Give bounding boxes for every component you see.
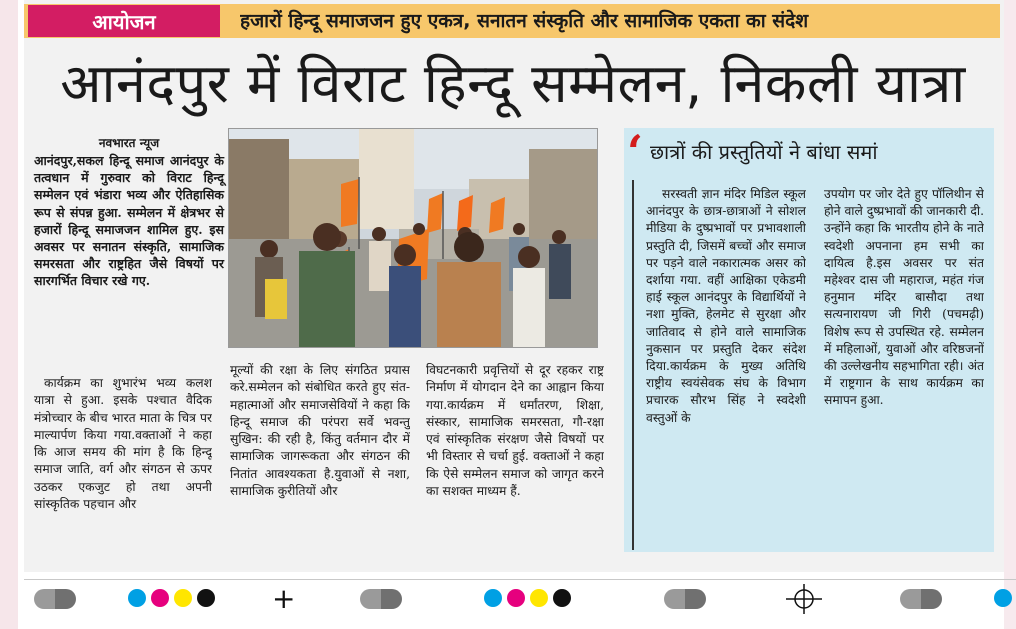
body-column-3: विघटनकारी प्रवृत्तियों से दूर रहकर राष्ट्र निर्माण में योगदान देने का आह्वान किया गया.कार्यक्रम में धर्मांतरण, शिक्षा, संस्कार, सामाजिक समरसता, गौ-रक्षा एवं सांस्कृतिक संरक्षण जैसे विषयों पर भी विस्तार से चर्चा हुई. वक्ताओं ने कहा कि ऐसे सम्मेलन समाज को जागृत करने का सशक्त माध्यम हैं. (426, 363, 604, 499)
target-crosshair-icon (786, 584, 822, 614)
sidebar-column-2: उपयोग पर जोर देते हुए पॉलिथीन से होने वाले दुष्प्रभावों की जानकारी दी. उन्होंने कहा कि भारतीय होने के नाते स्वदेशी अपनाना हम सभी का दायित्व है.इस अवसर पर संत महेश्वर दास जी महाराज, महंत गंज हनुमान मंदिर बासौदा तथा सत्यनारायण जी गिरी (पचमढ़ी) विशेष रूप से उपस्थित रहे. सम्मेलन में महिलाओं, युवाओं और वरिष्ठजनों की उल्लेखनीय सहभागिता रही। अंत में राष्ट्रगान के साथ कार्यक्रम का समापन हुआ. (824, 187, 984, 408)
registration-pill-4 (900, 589, 942, 609)
quote-mark-icon: ‘ (627, 125, 644, 179)
byline: नवभारत न्यूज (98, 136, 160, 150)
registration-pill-2 (360, 589, 402, 609)
magenta-dot (507, 589, 525, 607)
black-dot (197, 589, 215, 607)
yellow-dot (530, 589, 548, 607)
registration-pill-3 (664, 589, 706, 609)
cyan-dot (128, 589, 146, 607)
cyan-dot (484, 589, 502, 607)
color-registration-dots-1 (128, 589, 220, 607)
yellow-dot (174, 589, 192, 607)
page-edge-left (0, 0, 18, 629)
intro-paragraph: आनंदपुर,सकल हिन्दू समाज आनंदपुर के तत्वधान में गुरुवार को विराट हिन्दू सम्मेलन एवं भंडारा भव्य और ऐतिहासिक रूप से संपन्न हुआ. सम्मेलन में क्षेत्रभर से हजारों हिन्दू समाजजन शामिल हुए. इस अवसर पर सनातन संस्कृति, सामाजिक समरसता और राष्ट्रहित जैसे विषयों पर सारगर्भित विचार रखे गए. (34, 153, 224, 289)
body-column-2: मूल्यों की रक्षा के लिए संगठित प्रयास करे.सम्मेलन को संबोधित करते हुए संत-महात्माओं और समाजसेवियों ने कहा कि हिन्दू समाज की परंपरा सर्वे भवन्तु सुखिन: की रही है, किंतु वर्तमान दौर में सामाजिक जागरूकता और संगठन की नितांत आवश्यकता है.युवाओं से नशा, सामाजिक कुरीतियों और (230, 363, 410, 499)
registration-pill-1 (34, 589, 76, 609)
sidebar-column-1: सरस्वती ज्ञान मंदिर मिडिल स्कूल आनंदपुर के छात्र-छात्राओं ने सोशल मीडिया के दुष्प्रभावों पर प्रभावशाली प्रस्तुति दी, जिसमें बच्चों और समाज पर पड़ने वाले नकारात्मक असर को दर्शाया गया. वहीं आक्षिका एकेडमी हाई स्कूल आनंदपुर के विद्यार्थियों ने नशा मुक्ति, हेलमेट से सुरक्षा और जातिवाद से होने वाले सामाजिक नुकसान पर प्रस्तुति देकर संदेश दिया.कार्यक्रम के मुख्य अतिथि राष्ट्रीय स्वयंसेवक संघ के विभाग प्रचारक सौरभ सिंह ने स्वदेशी वस्तुओं के (646, 187, 806, 425)
sidebar-title: छात्रों की प्रस्तुतियों ने बांधा समां (650, 140, 878, 164)
cyan-dot-edge (994, 589, 1012, 607)
registration-rule (24, 579, 1016, 580)
kicker-line: हजारों हिन्दू समाजजन हुए एकत्र, सनातन संस्कृति और सामाजिक एकता का संदेश (240, 10, 809, 32)
headline: आनंदपुर में विराट हिन्दू सम्मेलन, निकली यात्रा (60, 52, 966, 115)
body-column-1: कार्यक्रम का शुभारंभ भव्य कलश यात्रा से हुआ. इसके पश्चात वैदिक मंत्रोच्चार के बीच भारत माता के चित्र पर माल्यार्पण किया गया.वक्ताओं ने कहा कि आज समय की मांग है कि हिन्दू समाज जाति, वर्ग और संगठन से ऊपर उठकर एकजुट हो तथा अपनी सांस्कृतिक पहचान और (34, 376, 212, 512)
black-dot (553, 589, 571, 607)
page-edge-right (1004, 0, 1016, 629)
color-registration-dots-2 (484, 589, 576, 607)
magenta-dot (151, 589, 169, 607)
section-tag: आयोजन (28, 5, 220, 37)
procession-photo (228, 128, 598, 348)
crosshair-mark-1: + (272, 582, 296, 615)
sidebar-rule (632, 180, 634, 550)
